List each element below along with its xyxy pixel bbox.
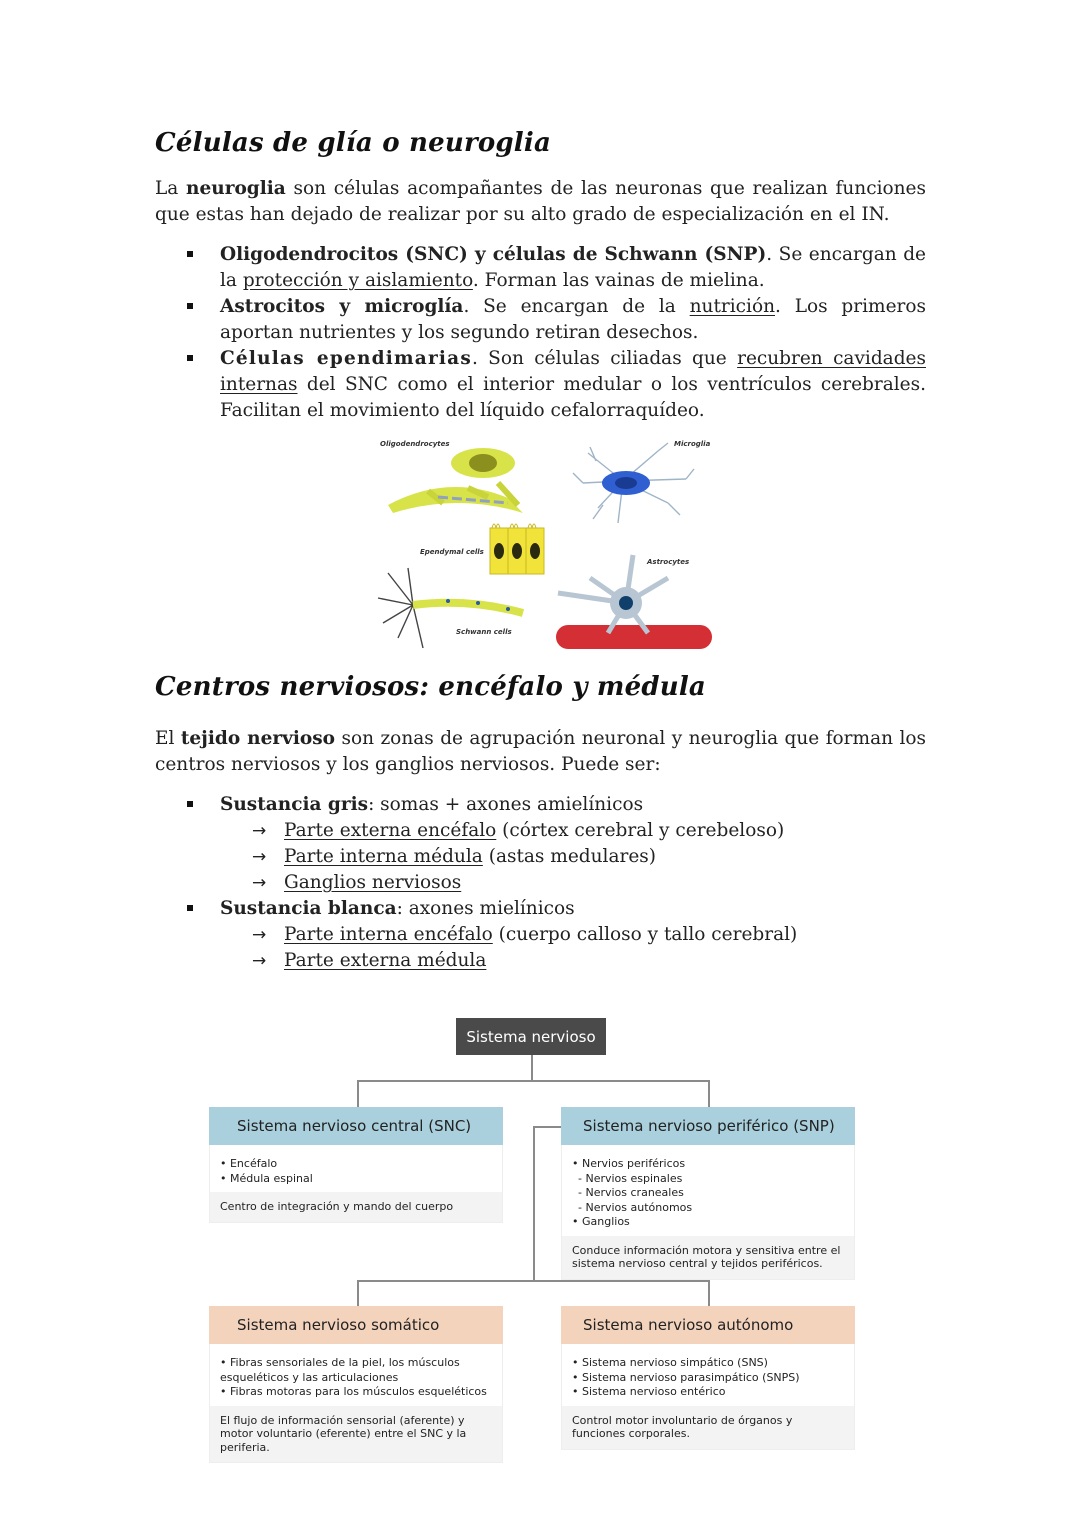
connector xyxy=(531,1055,533,1081)
figure-label-astrocytes: Astrocytes xyxy=(647,558,690,566)
node-snc xyxy=(209,1107,503,1223)
oligodendrocyte-illustration xyxy=(388,448,523,513)
connector xyxy=(708,1080,710,1108)
node-list xyxy=(562,1344,854,1406)
node-description: Conduce información motora y sensitiva entre el sistema nervioso central y tejidos periféricos. xyxy=(562,1236,854,1279)
microglia-illustration xyxy=(573,443,694,523)
astrocyte-illustration xyxy=(556,555,712,649)
list-item: Oligodendrocitos (SNC) y células de Schwann (SNP). Se encargan de la protección y aislamiento. Forman las vainas de mielina. xyxy=(220,242,926,294)
node-list-item: • Sistema nervioso entérico xyxy=(572,1385,726,1398)
section-title-centros: Centros nerviosos: encéfalo y médula xyxy=(155,672,706,702)
arrow-icon: → xyxy=(252,821,267,841)
sustancias-list xyxy=(220,792,926,974)
node-list-item: • Sistema nervioso simpático (SNS) xyxy=(572,1356,768,1369)
node-list xyxy=(562,1145,854,1236)
node-title: Sistema nervioso central (SNC) xyxy=(209,1107,503,1145)
figure-label-schwann: Schwann cells xyxy=(456,628,512,636)
node-list-item: • Ganglios xyxy=(572,1215,630,1228)
node-list xyxy=(210,1344,502,1406)
node-list-item: - Nervios craneales xyxy=(578,1186,684,1199)
glia-cells-figure xyxy=(368,433,730,665)
node-title: Sistema nervioso autónomo xyxy=(561,1306,855,1344)
list-item: Astrocitos y microglía. Se encargan de la nutrición. Los primeros aportan nutrientes y los segundo retiran desechos. xyxy=(220,294,926,346)
sub-item: → Parte externa encéfalo (córtex cerebral y cerebeloso) xyxy=(252,818,926,844)
connector xyxy=(533,1126,535,1281)
sub-item: → Parte interna médula (astas medulares) xyxy=(252,844,926,870)
arrow-icon: → xyxy=(252,925,267,945)
figure-label-oligodendrocytes: Oligodendrocytes xyxy=(380,440,450,448)
node-somatico xyxy=(209,1306,503,1463)
node-description: Centro de integración y mando del cuerpo xyxy=(210,1192,502,1222)
node-list-item: • Fibras sensoriales de la piel, los músculos esqueléticos y las articulaciones xyxy=(220,1356,460,1384)
connector xyxy=(357,1280,359,1307)
node-list-item: • Médula espinal xyxy=(220,1171,313,1185)
node-list xyxy=(210,1145,502,1192)
node-description: Control motor involuntario de órganos y funciones corporales. xyxy=(562,1406,854,1449)
figure-label-ependymal: Ependymal cells xyxy=(420,548,484,556)
section-title-glia: Células de glía o neuroglia xyxy=(155,128,551,158)
arrow-icon: → xyxy=(252,951,267,971)
node-list-item: • Sistema nervioso parasimpático (SNPS) xyxy=(572,1370,800,1384)
node-list-item: • Fibras motoras para los músculos esqueléticos xyxy=(220,1385,487,1398)
node-autonomo xyxy=(561,1306,855,1450)
connector xyxy=(357,1080,359,1108)
sub-item: → Parte externa médula xyxy=(252,948,926,974)
node-description: El flujo de información sensorial (aferente) y motor voluntario (eferente) entre el SNC y la periferia. xyxy=(210,1406,502,1463)
glia-intro: La neuroglia son células acompañantes de las neuronas que realizan funciones que estas han dejado de realizar por su alto grado de especialización en el IN. xyxy=(155,178,926,225)
connector xyxy=(533,1126,561,1128)
connector xyxy=(357,1280,709,1282)
centros-intro: El tejido nervioso son zonas de agrupación neuronal y neuroglia que forman los centros nerviosos y los ganglios nerviosos. Puede ser: xyxy=(155,728,926,775)
schwann-cells-illustration xyxy=(378,568,523,648)
diagram-root: Sistema nervioso xyxy=(456,1018,606,1055)
list-item-gris: Sustancia gris: somas + axones amielínicos → Parte externa encéfalo (córtex cerebral y cerebeloso) → Parte interna médula (astas medulares) → Ganglios nerviosos xyxy=(220,792,926,896)
gris-sublist xyxy=(220,818,926,896)
list-item-blanca: Sustancia blanca: axones mielínicos → Parte interna encéfalo (cuerpo calloso y tallo cerebral) → Parte externa médula xyxy=(220,896,926,974)
node-snp xyxy=(561,1107,855,1280)
blanca-sublist xyxy=(220,922,926,974)
node-title: Sistema nervioso somático xyxy=(209,1306,503,1344)
figure-label-microglia: Microglia xyxy=(674,440,711,448)
sub-item: → Parte interna encéfalo (cuerpo calloso y tallo cerebral) xyxy=(252,922,926,948)
node-list-item: • Encéfalo xyxy=(220,1157,278,1170)
node-title: Sistema nervioso periférico (SNP) xyxy=(561,1107,855,1145)
node-list-item: • Nervios periféricos xyxy=(572,1157,686,1170)
connector xyxy=(357,1080,709,1082)
node-list-item: - Nervios espinales xyxy=(578,1171,683,1185)
arrow-icon: → xyxy=(252,847,267,867)
glia-list xyxy=(220,242,926,424)
sub-item: → Ganglios nerviosos xyxy=(252,870,926,896)
node-list-item: - Nervios autónomos xyxy=(578,1200,693,1214)
list-item: Células ependimarias. Son células ciliadas que recubren cavidades internas del SNC como el interior medular o los ventrículos cerebrales. Facilitan el movimiento del líquido cefalorraquídeo. xyxy=(220,346,926,424)
ependymal-cells-illustration xyxy=(490,524,544,574)
arrow-icon: → xyxy=(252,873,267,893)
connector xyxy=(708,1280,710,1307)
